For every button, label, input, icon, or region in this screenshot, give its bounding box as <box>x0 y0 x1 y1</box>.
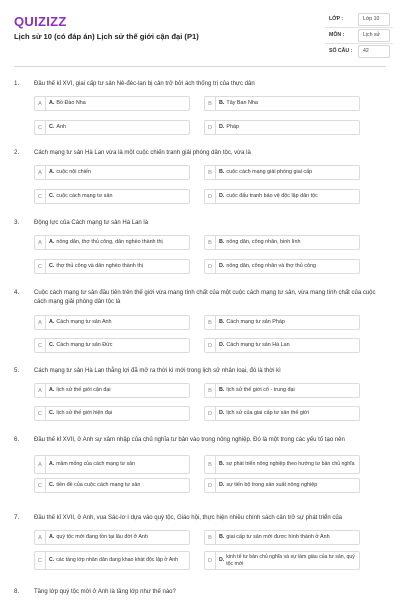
meta-label: LỚP : <box>329 16 344 22</box>
question-number: 6. <box>14 436 20 443</box>
meta-value-count: 42 <box>363 48 369 54</box>
option-a[interactable]: A A. Cách mạng tư sản Anh <box>34 315 190 330</box>
question-text: Cách mạng tư sản Hà Lan vừa là một cuộc chiến tranh giải phóng dân tộc, vừa là <box>34 150 251 156</box>
question-number: 4. <box>14 289 20 296</box>
question-text: Động lực của Cách mạng tư sản Hà Lan là <box>34 220 149 226</box>
option-a[interactable]: A A. Bồ Đào Nha <box>34 96 190 111</box>
option-a[interactable]: A A. cuộc nội chiến <box>34 165 190 180</box>
question-number: 5. <box>14 367 20 374</box>
option-b[interactable]: B B. Cách mạng tư sản Pháp <box>204 315 360 330</box>
option-b[interactable]: B B. cuộc cách mạng giải phóng giai cấp <box>204 165 360 180</box>
option-b[interactable]: B B. nông dân, công nhân, binh lính <box>204 235 360 250</box>
option-d[interactable]: D D. nông dân, công nhân và thợ thủ công <box>204 259 360 274</box>
option-b[interactable]: B B. giai cấp tư sản mới được hình thành ở Anh <box>204 530 360 545</box>
option-d[interactable]: D D. Pháp <box>204 120 360 135</box>
question-number: 2. <box>14 149 20 156</box>
option-d[interactable]: D D. kinh tế tư bản chủ nghĩa và sự làm giàu của tư sản, quý tộc mới <box>204 551 360 570</box>
option-c[interactable]: C C. Anh <box>34 120 190 135</box>
option-c[interactable]: C C. Cách mạng tư sản Đức <box>34 338 190 353</box>
question-text: Đầu thế kỉ XVII, ở Anh, vua Sác-lơ I dựa vào quý tộc, Giáo hội, thực hiện nhiều chính sách cản trở sự phát triển của <box>34 515 343 521</box>
option-c[interactable]: C C. cuộc cách mạng tư sản <box>34 189 190 204</box>
option-d[interactable]: D D. cuộc đấu tranh bảo vệ độc lập dân tộc <box>204 189 360 204</box>
option-d[interactable]: D D. sự tiến bộ trong sản xuất nông nghiệp <box>204 478 360 493</box>
meta-row-subject <box>325 28 387 44</box>
question-number: 8. <box>14 588 20 595</box>
meta-label: SỐ CÂU : <box>329 48 353 54</box>
question-text: Cuộc cách mạng tư sản đầu tiên trên thế giới vừa mang tính chất của một cuộc cách mạng tư sản, vừa mang tính chất của cuộc cách mạng giải phóng dân tộc là <box>34 290 376 305</box>
question-text: Đầu thế kỉ XVII, ở Anh sự xâm nhập của chủ nghĩa tư bản vào trong nông nghiệp. Đó là một trong các yếu tố tạo nên <box>34 437 345 443</box>
option-a[interactable]: A A. mầm mống của cách mạng tư sản <box>34 455 190 474</box>
option-c[interactable]: C C. tiền đề của cuộc cách mạng tư sản <box>34 478 190 493</box>
option-c[interactable]: C C. các tầng lớp nhân dân đang khao khát độc lập ở Anh <box>34 551 190 570</box>
worksheet-header <box>0 0 400 66</box>
option-b[interactable]: B B. lịch sử thế giới cổ - trung đại <box>204 383 360 398</box>
question-text: Tầng lớp quý tộc mới ở Anh là tầng lớp như thế nào? <box>34 589 176 595</box>
question-number: 7. <box>14 514 20 521</box>
question-number: 1. <box>14 80 20 87</box>
option-d[interactable]: D D. Cách mạng tư sản Hà Lan <box>204 338 360 353</box>
meta-value-subject: Lịch sử <box>363 32 381 38</box>
header-divider <box>14 66 386 67</box>
option-d[interactable]: D D. lịch sử của giai cấp tư sản thế giới <box>204 406 360 421</box>
meta-row-class <box>325 12 387 28</box>
option-a[interactable]: A A. lịch sử thế giới cận đại <box>34 383 190 398</box>
option-a[interactable]: A A. nông dân, thợ thủ công, dân nghèo thành thị <box>34 235 190 250</box>
option-c[interactable]: C C. lịch sử thế giới hiện đại <box>34 406 190 421</box>
option-c[interactable]: C C. thợ thủ công và dân nghèo thành thị <box>34 259 190 274</box>
option-a[interactable]: A A. quý tộc mới đang tồn tại lâu đời ở Anh <box>34 530 190 545</box>
meta-row-count <box>325 44 387 60</box>
question-number: 3. <box>14 219 20 226</box>
option-b[interactable]: B B. sự phát triển nông nghiệp theo hướng tư bản chủ nghĩa <box>204 455 360 474</box>
question-text: Đầu thế kỉ XVI, giai cấp tư sản Nê-đéc-lan bị cản trở bởi ách thống trị của thực dân <box>34 81 255 87</box>
quizizz-logo: QUIZIZZ <box>14 14 67 29</box>
worksheet-title: Lịch sử 10 (có đáp án) Lịch sử thế giới cận đại (P1) <box>14 32 199 41</box>
worksheet-meta <box>325 12 387 60</box>
option-b[interactable]: B B. Tây Ban Nha <box>204 96 360 111</box>
question-text: Cách mạng tư sản Hà Lan thắng lợi đã mở ra thời kì mới trong lịch sử nhân loại, đó là thời kì <box>34 368 281 374</box>
meta-label: MÔN : <box>329 32 345 38</box>
meta-value-class: Lớp 10 <box>363 16 380 22</box>
